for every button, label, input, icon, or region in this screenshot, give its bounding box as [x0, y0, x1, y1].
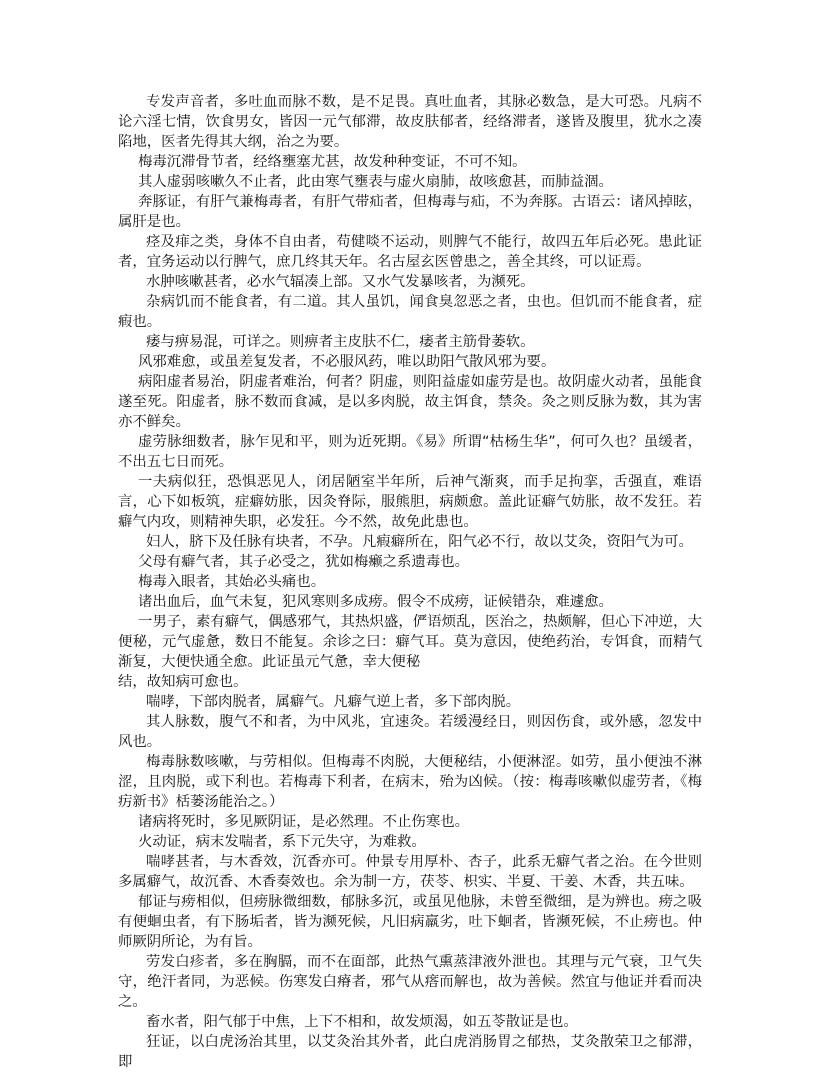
- paragraph: 喘哮，下部肉脱者，属癖气。凡癖气逆上者，多下部肉脱。: [146, 694, 521, 710]
- paragraph: 火动证，病末发喘者，系下元失守，为难救。: [138, 834, 426, 850]
- paragraph: 痿与痹易混，可详之。则痹者主皮肤不仁，痿者主筋骨萎软。: [146, 334, 535, 350]
- paragraph: 畜水者，阳气郁于中焦，上下不相和，故发烦渴，如五苓散证是也。: [146, 1014, 578, 1030]
- paragraph: 一夫病似狂，恐惧恶见人，闭居陋室半年所，后神气渐爽，而手足拘挛，舌强直，难语言，心下如板筑，症癖妨胀，因灸脊际，服熊胆，病颇愈。盖此证癖气妨胀，故不发狂。若癖气内攻，则精神失职，必发狂。今不然，故免此患也。: [118, 474, 702, 530]
- paragraph: 梅毒入眼者，其始必头痛也。: [138, 574, 326, 590]
- paragraph: 劳发白疹者，多在胸膈，而不在面部，此热气熏蒸津液外泄也。其理与元气衰，卫气失守，绝汗者同，为恶候。伤寒发白瘠者，邪气从瘩而解也，故为善候。然宜与他证并看而决之。: [118, 954, 702, 1010]
- paragraph: 一男子，素有癖气，偶感邪气，其热炽盛，俨语烦乱，医治之，热颇解，但心下冲逆，大便秘，元气虚惫，数日不能复。余诊之曰：癖气耳。莫为意因，使绝药治，专饵食，而精气渐复，大便快通全愈。此证虽元气惫，幸大便秘: [118, 614, 702, 670]
- paragraph: 虚劳脉细数者，脉乍见和平，则为近死期。《易》所谓“枯杨生华”，何可久也？虽缓者，不出五七日而死。: [118, 434, 702, 470]
- paragraph: 水肿咳嗽甚者，必水气辐凑上部。又水气发暴咳者，为濒死。: [146, 274, 535, 290]
- paragraph: 父母有癖气者，其子必受之，犹如梅癞之系遗毒也。: [138, 554, 469, 570]
- paragraph: 风邪难愈，或虽差复发者，不必服风药，唯以助阳气散风邪为要。: [138, 354, 556, 370]
- paragraph: 狂证，以白虎汤治其里，以艾灸治其外者，此白虎消肠胃之郁热，艾灸散荣卫之郁滞，即: [118, 1034, 702, 1070]
- paragraph: 奔豚证，有肝气兼梅毒者，有肝气带疝者，但梅毒与疝，不为奔豚。古语云：诸风掉眩，属肝是也。: [118, 194, 702, 230]
- paragraph: 诸出血后，血气未复，犯风寒则多成痨。假令不成痨，证候错杂，难遽愈。: [138, 594, 613, 610]
- paragraph: 妇人，脐下及任脉有块者，不孕。凡瘕癖所在，阳气必不行，故以艾灸，资阳气为可。: [146, 534, 693, 550]
- paragraph: 痉及痱之类，身体不自由者，苟健啖不运动，则脾气不能行，故四五年后必死。患此证者，宜务运动以行脾气，庶几终其天年。名古屋玄医曾患之，善全其终，可以证焉。: [118, 234, 702, 270]
- paragraph: 诸病将死时，多见厥阴证，是必然理。不止伤寒也。: [138, 814, 469, 830]
- paragraph: 梅毒沉滞骨节者，经络壅塞尤甚，故发种种变证，不可不知。: [138, 154, 527, 170]
- paragraph: 病阳虚者易治，阴虚者难治，何者？阴虚，则阳益虚如虚劳是也。故阴虚火动者，虽能食遂至死。阳虚者，脉不数而食减，是以多肉脱，故主饵食，禁灸。灸之则反脉为数，其为害亦不鲜矣。: [118, 374, 702, 430]
- paragraph: 结，故知病可愈也。: [118, 674, 248, 690]
- paragraph: 专发声音者，多吐血而脉不数，是不足畏。真吐血者，其脉必数急，是大可恐。凡病不论六淫七情，饮食男女，皆因一元气郁滞，故皮肤郁者，经络滞者，遂皆及腹里，犹水之凑陷地，医者先得其大纲，治之为要。: [118, 94, 702, 150]
- paragraph: 其人脉数，腹气不和者，为中风兆，宜速灸。若缓漫经日，则因伤食，或外感，忽发中风也。: [118, 714, 702, 750]
- paragraph: 梅毒脉数咳嗽，与劳相似。但梅毒不肉脱，大便秘结，小便淋涩。如劳，虽小便浊不淋涩，且肉脱，或下利也。若梅毒下利者，在病末，殆为凶候。（按：梅毒咳嗽似虚劳者，《梅疠新书》栝蒌汤能治之。）: [118, 754, 702, 810]
- paragraph: 其人虚弱咳嗽久不止者，此由寒气壅表与虚火扇肺，故咳愈甚，而肺益涸。: [138, 174, 613, 190]
- paragraph: 郁证与痨相似，但痨脉微细数，郁脉多沉，或虽见他脉，未曾至微细，是为辨也。痨之吸有便蛔虫者，有下肠垢者，皆为濒死候，凡旧病羸劣，吐下蛔者，皆濒死候，不止痨也。仲师厥阴所论，为有旨。: [118, 894, 702, 950]
- document-page: [118, 92, 702, 1072]
- paragraph: 喘哮甚者，与木香效，沉香亦可。仲景专用厚朴、杏子，此系无癖气者之治。在今世则多属癖气，故沉香、木香奏效也。余为制一方，茯苓、枳实、半夏、干姜、木香，共五味。: [118, 854, 702, 890]
- paragraph: 杂病饥而不能食者，有二道。其人虽饥，闻食臭忽恶之者，虫也。但饥而不能食者，症瘕也。: [118, 294, 702, 330]
